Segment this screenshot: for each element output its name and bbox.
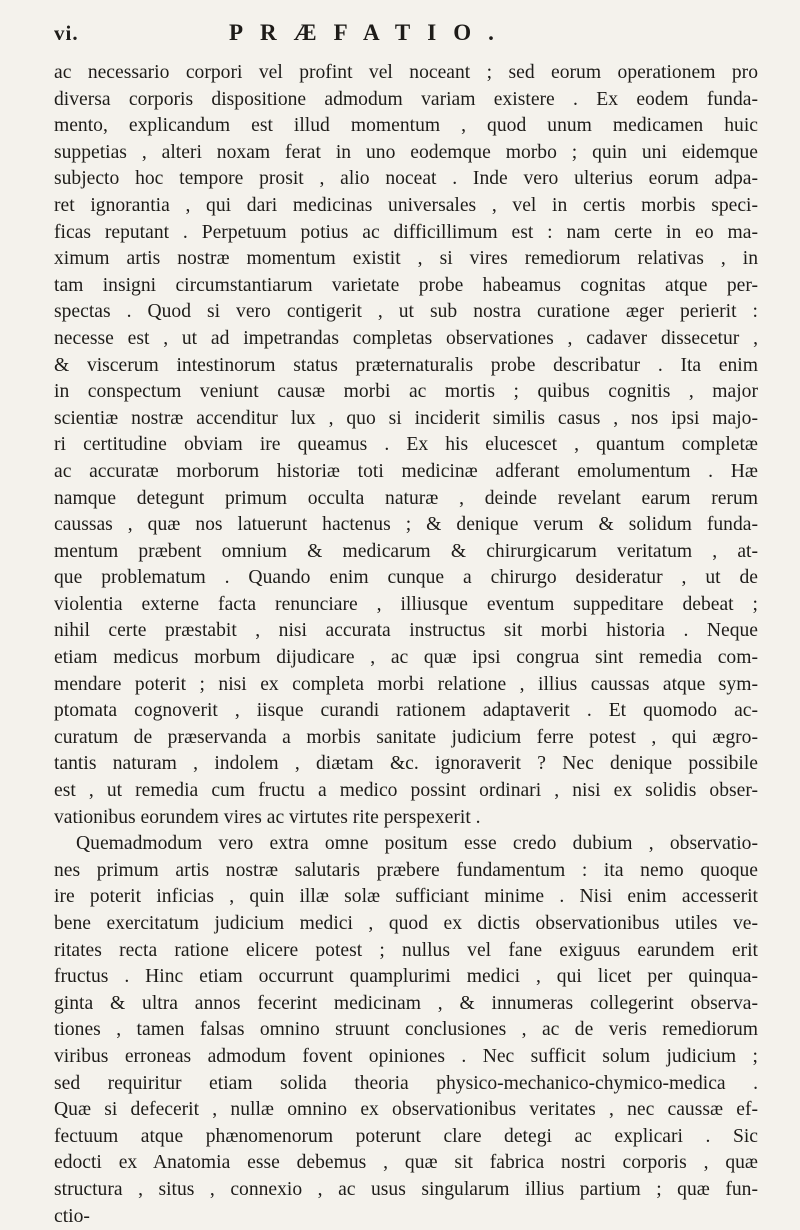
text-line: etiam medicus morbum dijudicare , ac quæ ipsi congrua sint remedia com- [54, 647, 758, 669]
text-line: ritates recta ratione elicere potest ; nullus vel fane exiguus earundem erit [54, 939, 758, 961]
text-line: curatum de præservanda a morbis sanitate judicium ferre potest , qui ægro- [54, 726, 758, 748]
text-line: ctio- [54, 1205, 90, 1227]
text-line: bene exercitatum judicium medici , quod ex dictis observationibus utiles ve- [54, 913, 758, 934]
text-line: spectas . Quod si vero contigerit , ut sub nostra curatione æger perierit : [54, 301, 758, 323]
text-line: caussas , quæ nos latuerunt hactenus ; & denique verum & solidum funda- [54, 514, 758, 536]
text-line: structura , situs , connexio , ac usus singularum illius partium ; quæ fun- [54, 1178, 758, 1200]
text-line: viribus erroneas admodum fovent opiniones . Nec sufficit solum judicium ; [54, 1045, 758, 1067]
text-line: vationibus eorundem vires ac virtutes rite perspexerit . [54, 806, 481, 828]
text-line: fectuum atque phænomenorum poterunt clare detegi ac explicari . Sic [54, 1125, 758, 1147]
body-text [54, 60, 758, 1230]
text-line: sed requiritur etiam solida theoria physico-mechanico-chymico-medica . [54, 1072, 758, 1094]
text-line: ac necessario corpori vel profint vel noceant ; sed eorum operationem pro [54, 62, 758, 83]
text-line: mento, explicandum est illud momentum , quod unum medicamen huic [54, 115, 758, 137]
text-line: violentia externe facta renunciare , illiusque eventum suppeditare debeat ; [54, 593, 758, 615]
text-line: ac accuratæ morborum historiæ toti medicinæ adferant emolumentum . Hæ [54, 460, 758, 482]
text-line: ire poterit inficias , quin illæ solæ sufficiant minime . Nisi enim accesserit [54, 886, 758, 908]
text-line: namque detegunt primum occulta naturæ , deinde revelant earum rerum [54, 487, 758, 509]
text-line: ginta & ultra annos fecerint medicinam , & innumeras collegerint observa- [54, 992, 758, 1014]
text-line: tam insigni circumstantiarum varietate probe habeamus cognitas atque per- [54, 274, 758, 296]
text-line: suppetias , alteri noxam ferat in uno eodemque morbo ; quin uni eidemque [54, 141, 758, 163]
text-line: subjecto hoc tempore prosit , alio noceat . Inde vero ulterius eorum adpa- [54, 168, 758, 190]
text-line: necesse est , ut ad impetrandas completas observationes , cadaver dissecetur , [54, 327, 758, 349]
text-line: que problematum . Quando enim cunque a chirurgo desideratur , ut de [54, 567, 758, 589]
text-line: in conspectum veniunt causæ morbi ac mortis ; quibus cognitis , major [54, 381, 758, 403]
text-line: ret ignorantia , qui dari medicinas universales , vel in certis morbis speci- [54, 194, 758, 216]
text-line: Quemadmodum vero extra omne positum esse credo dubium , observatio- [76, 833, 758, 855]
text-line: tiones , tamen falsas omnino struunt conclusiones , ac de veris remediorum [54, 1019, 758, 1041]
text-line: Quæ si defecerit , nullæ omnino ex observationibus veritates , nec caussæ ef- [54, 1099, 758, 1121]
page-number: vi. [54, 21, 79, 45]
text-line: & viscerum intestinorum status præternaturalis probe describatur . Ita enim [54, 354, 758, 376]
text-line: ficas reputant . Perpetuum potius ac difficillimum est : nam certe in eo ma- [54, 221, 758, 243]
text-line: fructus . Hinc etiam occurrunt quamplurimi medici , qui licet per quinqua- [54, 966, 758, 988]
text-line: tantis naturam , indolem , diætam &c. ignoraverit ? Nec denique possibile [54, 753, 758, 775]
text-line: ximum artis nostræ momentum existit , si vires remediorum relativas , in [54, 248, 758, 270]
text-line: scientiæ nostræ accenditur lux , quo si inciderit similis casus , nos ipsi majo- [54, 407, 758, 429]
text-line: diversa corporis dispositione admodum variam existere . Ex eodem funda- [54, 88, 758, 110]
text-line: nes primum artis nostræ salutaris præbere fundamentum : ita nemo quoque [54, 859, 758, 881]
running-title: PRÆFATIO. [229, 20, 511, 45]
page-header [54, 20, 758, 58]
text-line: ptomata cognoverit , iisque curandi rationem adaptaverit . Et quomodo ac- [54, 700, 758, 722]
text-line: ri certitudine obviam ire queamus . Ex his elucescet , quantum completæ [54, 434, 758, 456]
text-line: mendare poterit ; nisi ex completa morbi relatione , illius caussas atque sym- [54, 673, 758, 695]
text-line: edocti ex Anatomia esse debemus , quæ sit fabrica nostri corporis , quæ [54, 1152, 758, 1174]
text-line: nihil certe præstabit , nisi accurata instructus sit morbi historia . Neque [54, 620, 758, 642]
text-line: est , ut remedia cum fructu a medico possint ordinari , nisi ex solidis obser- [54, 780, 758, 802]
text-line: mentum præbent omnium & medicarum & chirurgicarum veritatum , at- [54, 540, 758, 562]
